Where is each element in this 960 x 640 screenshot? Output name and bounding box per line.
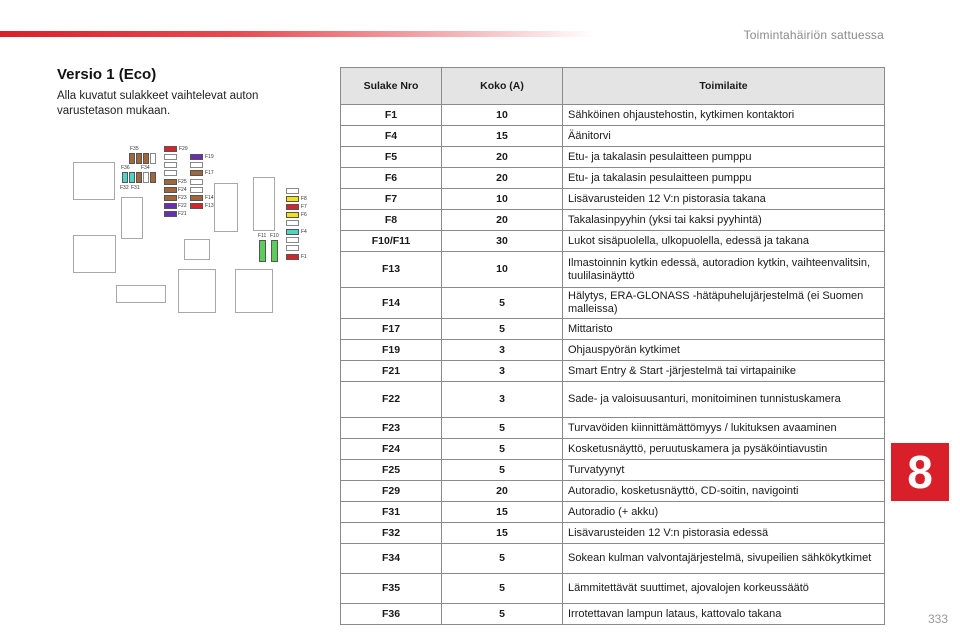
fuse-f1 bbox=[286, 254, 299, 260]
table-row bbox=[341, 168, 885, 189]
fuse-f6 bbox=[286, 212, 299, 218]
fuse-nro: F24 bbox=[341, 439, 442, 460]
fuse-nro: F7 bbox=[341, 189, 442, 210]
fuse-desc: Lämmitettävät suuttimet, ajovalojen korkeussäätö bbox=[563, 574, 885, 604]
fuse-koko: 5 bbox=[442, 418, 563, 439]
fuse-label: F17 bbox=[205, 170, 214, 176]
fuse-label: F11 bbox=[258, 233, 267, 239]
fuse-label: F4 bbox=[301, 229, 307, 235]
diagram-block bbox=[178, 269, 216, 313]
fuse-label: F8 bbox=[301, 196, 307, 202]
fuse-koko: 5 bbox=[442, 319, 563, 340]
fuse-desc: Turvatyynyt bbox=[563, 460, 885, 481]
fuse-label: F13 bbox=[205, 203, 214, 209]
fuse-nro: F34 bbox=[341, 544, 442, 574]
table-header-row bbox=[341, 68, 885, 105]
table-row bbox=[341, 574, 885, 604]
fuse-label: F7 bbox=[301, 204, 307, 210]
diagram-block bbox=[235, 269, 273, 313]
fuse-koko: 5 bbox=[442, 439, 563, 460]
fuse-desc: Autoradio, kosketusnäyttö, CD-soitin, navigointi bbox=[563, 481, 885, 502]
fuse-f35b bbox=[136, 153, 142, 164]
fuse-desc: Autoradio (+ akku) bbox=[563, 502, 885, 523]
table-row bbox=[341, 105, 885, 126]
fuse-slot bbox=[286, 245, 299, 251]
fuse-slot bbox=[286, 220, 299, 226]
fuse-label: F34 bbox=[141, 165, 150, 171]
table-row bbox=[341, 252, 885, 288]
table-row bbox=[341, 502, 885, 523]
table-row bbox=[341, 439, 885, 460]
table-row bbox=[341, 189, 885, 210]
diagram-block bbox=[116, 285, 166, 303]
fuse-label: F14 bbox=[205, 195, 214, 201]
fuse-desc: Hälytys, ERA-GLONASS -hätäpuhelujärjestelmä (ei Suomen malleissa) bbox=[563, 288, 885, 319]
fuse-spare bbox=[150, 172, 156, 183]
fuse-f24 bbox=[164, 187, 177, 193]
fuse-f8 bbox=[286, 196, 299, 202]
fuse-koko: 20 bbox=[442, 147, 563, 168]
table-row bbox=[341, 382, 885, 418]
fuse-f11 bbox=[259, 240, 266, 262]
table-row bbox=[341, 361, 885, 382]
fuse-desc: Sade- ja valoisuusanturi, monitoiminen tunnistuskamera bbox=[563, 382, 885, 418]
fuse-nro: F17 bbox=[341, 319, 442, 340]
fuse-koko: 15 bbox=[442, 126, 563, 147]
fuse-label: F6 bbox=[301, 212, 307, 218]
fuse-f36 bbox=[122, 172, 128, 183]
diagram-block bbox=[184, 239, 210, 260]
fuse-label: F22 bbox=[178, 203, 187, 209]
fuse-desc: Etu- ja takalasin pesulaitteen pumppu bbox=[563, 147, 885, 168]
fuse-label: F23 bbox=[178, 195, 187, 201]
fuse-slot bbox=[164, 162, 177, 168]
fuse-koko: 30 bbox=[442, 231, 563, 252]
fuse-f21 bbox=[164, 211, 177, 217]
fuse-koko: 5 bbox=[442, 604, 563, 625]
fuse-label: F19 bbox=[205, 154, 214, 160]
fuse-koko: 15 bbox=[442, 502, 563, 523]
fuse-spare bbox=[150, 153, 156, 164]
fuse-nro: F19 bbox=[341, 340, 442, 361]
fuse-f22 bbox=[164, 203, 177, 209]
fuse-label: F25 bbox=[178, 179, 187, 185]
fuse-slot bbox=[286, 188, 299, 194]
col-header-toimilaite: Toimilaite bbox=[563, 68, 885, 105]
fuse-desc: Etu- ja takalasin pesulaitteen pumppu bbox=[563, 168, 885, 189]
fuse-desc: Mittaristo bbox=[563, 319, 885, 340]
fuse-desc: Lukot sisäpuolella, ulkopuolella, edessä ja takana bbox=[563, 231, 885, 252]
fuse-koko: 3 bbox=[442, 361, 563, 382]
fuse-f35 bbox=[129, 153, 135, 164]
fuse-desc: Irrotettavan lampun lataus, kattovalo takana bbox=[563, 604, 885, 625]
section-title: Versio 1 (Eco) bbox=[57, 66, 157, 83]
fuse-f4 bbox=[286, 229, 299, 235]
fuse-koko: 10 bbox=[442, 189, 563, 210]
fuse-desc: Turvavöiden kiinnittämättömyys / lukituksen avaaminen bbox=[563, 418, 885, 439]
table-row bbox=[341, 288, 885, 319]
diagram-block bbox=[121, 197, 143, 239]
fuse-f10 bbox=[271, 240, 278, 262]
fuse-slot bbox=[190, 187, 203, 193]
fuse-nro: F35 bbox=[341, 574, 442, 604]
fuse-f25 bbox=[164, 179, 177, 185]
fuse-nro: F5 bbox=[341, 147, 442, 168]
fuse-f13 bbox=[190, 203, 203, 209]
col-header-nro: Sulake Nro bbox=[341, 68, 442, 105]
fuse-f34 bbox=[136, 172, 142, 183]
fuse-nro: F36 bbox=[341, 604, 442, 625]
fuse-koko: 20 bbox=[442, 168, 563, 189]
fuse-label: F32 bbox=[120, 185, 129, 191]
fuse-desc: Ohjauspyörän kytkimet bbox=[563, 340, 885, 361]
fuse-label: F21 bbox=[178, 211, 187, 217]
fuse-nro: F8 bbox=[341, 210, 442, 231]
fuse-nro: F25 bbox=[341, 460, 442, 481]
fuse-label: F31 bbox=[131, 185, 140, 191]
table-row bbox=[341, 460, 885, 481]
fuse-f19 bbox=[190, 154, 203, 160]
fuse-slot bbox=[190, 179, 203, 185]
table-row bbox=[341, 604, 885, 625]
fuse-desc: Äänitorvi bbox=[563, 126, 885, 147]
fuse-nro: F21 bbox=[341, 361, 442, 382]
table-row bbox=[341, 544, 885, 574]
fuse-koko: 3 bbox=[442, 340, 563, 361]
fuse-f7 bbox=[286, 204, 299, 210]
fuse-koko: 20 bbox=[442, 481, 563, 502]
table-row bbox=[341, 126, 885, 147]
page-number: 333 bbox=[927, 612, 948, 626]
fuse-nro: F6 bbox=[341, 168, 442, 189]
fuse-nro: F14 bbox=[341, 288, 442, 319]
col-header-koko: Koko (A) bbox=[442, 68, 563, 105]
fuse-nro: F31 bbox=[341, 502, 442, 523]
fuse-nro: F29 bbox=[341, 481, 442, 502]
fuse-slot bbox=[190, 162, 203, 168]
fuse-slot bbox=[164, 170, 177, 176]
fuse-label: F29 bbox=[179, 146, 188, 152]
fuse-desc: Takalasinpyyhin (yksi tai kaksi pyyhintä) bbox=[563, 210, 885, 231]
fuse-nro: F1 bbox=[341, 105, 442, 126]
fuse-label: F10 bbox=[270, 233, 279, 239]
fuse-koko: 10 bbox=[442, 252, 563, 288]
fuse-nro: F4 bbox=[341, 126, 442, 147]
fuse-label: F35 bbox=[130, 146, 139, 152]
fuse-label: F36 bbox=[121, 165, 130, 171]
table-row bbox=[341, 210, 885, 231]
fuse-desc: Lisävarusteiden 12 V:n pistorasia takana bbox=[563, 189, 885, 210]
diagram-block bbox=[214, 183, 238, 232]
fuse-label: F24 bbox=[178, 187, 187, 193]
diagram-block bbox=[253, 177, 275, 231]
chapter-header-title: Toimintahäiriön sattuessa bbox=[743, 28, 884, 42]
fuse-desc: Smart Entry & Start -järjestelmä tai virtapainike bbox=[563, 361, 885, 382]
fuse-desc: Sokean kulman valvontajärjestelmä, sivupeilien sähkökytkimet bbox=[563, 544, 885, 574]
fuse-label: F1 bbox=[301, 254, 307, 260]
fuse-koko: 3 bbox=[442, 382, 563, 418]
fuse-koko: 5 bbox=[442, 460, 563, 481]
fuse-table bbox=[340, 67, 885, 625]
fuse-koko: 5 bbox=[442, 574, 563, 604]
table-row bbox=[341, 231, 885, 252]
table-row bbox=[341, 319, 885, 340]
fuse-koko: 15 bbox=[442, 523, 563, 544]
table-row bbox=[341, 418, 885, 439]
table-row bbox=[341, 481, 885, 502]
fuse-desc: Ilmastoinnin kytkin edessä, autoradion kytkin, vaihteenvalitsin, tuulilasinäyttö bbox=[563, 252, 885, 288]
diagram-block bbox=[73, 162, 115, 200]
fuse-nro: F10/F11 bbox=[341, 231, 442, 252]
table-row bbox=[341, 523, 885, 544]
fuse-desc: Kosketusnäyttö, peruutuskamera ja pysäköintiavustin bbox=[563, 439, 885, 460]
fuse-koko: 20 bbox=[442, 210, 563, 231]
fuse-f31 bbox=[129, 172, 135, 183]
fuse-f29 bbox=[164, 146, 177, 152]
fuse-koko: 10 bbox=[442, 105, 563, 126]
fuse-nro: F22 bbox=[341, 382, 442, 418]
fuse-koko: 5 bbox=[442, 544, 563, 574]
fuse-nro: F13 bbox=[341, 252, 442, 288]
table-row bbox=[341, 340, 885, 361]
fuse-f17 bbox=[190, 170, 203, 176]
table-row bbox=[341, 147, 885, 168]
fuse-desc: Lisävarusteiden 12 V:n pistorasia edessä bbox=[563, 523, 885, 544]
fuse-slot bbox=[286, 237, 299, 243]
fuse-f14 bbox=[190, 195, 203, 201]
diagram-block bbox=[73, 235, 116, 273]
fuse-slot bbox=[164, 154, 177, 160]
fuse-nro: F32 bbox=[341, 523, 442, 544]
section-intro: Alla kuvatut sulakkeet vaihtelevat auton varustetason mukaan. bbox=[57, 90, 259, 117]
fuse-f23 bbox=[164, 195, 177, 201]
fuse-desc: Sähköinen ohjaustehostin, kytkimen kontaktori bbox=[563, 105, 885, 126]
fuse-box-diagram bbox=[60, 135, 340, 320]
fuse-spare bbox=[143, 172, 149, 183]
fuse-koko: 5 bbox=[442, 288, 563, 319]
chapter-number-tab: 8 bbox=[891, 443, 949, 501]
fuse-nro: F23 bbox=[341, 418, 442, 439]
fuse-spare bbox=[143, 153, 149, 164]
